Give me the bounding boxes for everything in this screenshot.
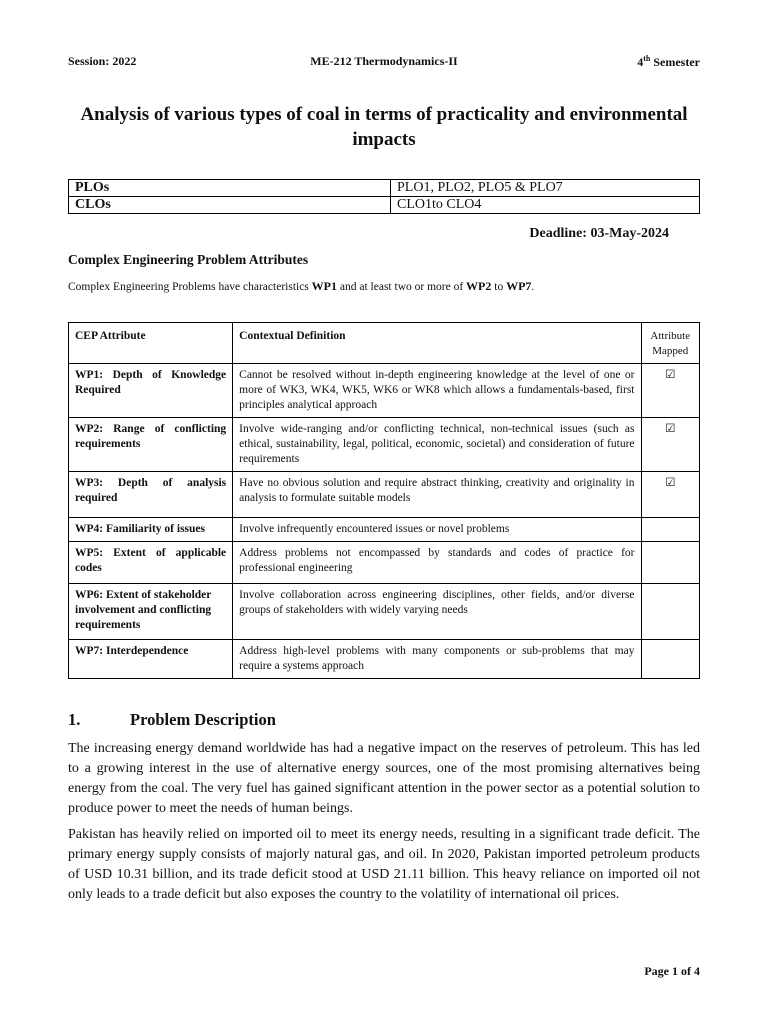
checkbox-icon: ☑ [641, 472, 700, 518]
header-session: Session: 2022 [68, 54, 137, 68]
section-title: Problem Description [130, 710, 276, 729]
table-header-row [69, 323, 700, 364]
table-row [69, 364, 700, 418]
cep-definition: Cannot be resolved without in-depth engineering knowledge at the level of one or more of WK3, WK4, WK5, WK6 or WK8 which allows a fundamentals-based, first principles analytical approach [233, 364, 641, 418]
outcomes-table [68, 179, 700, 214]
intro-text: and at least two or more of [337, 281, 467, 293]
cep-attribute: WP2: Range of conflicting requirements [69, 418, 233, 472]
section-number: 1. [68, 710, 81, 729]
outcome-value: PLO1, PLO2, PLO5 & PLO7 [391, 180, 700, 197]
column-header-definition: Contextual Definition [233, 323, 641, 364]
outcome-label: CLOs [69, 197, 391, 214]
paragraph: The increasing energy demand worldwide has had a negative impact on the reserves of petroleum. This has led to a growing interest in the use of alternative energy sources, one of the most promising alternatives being energy from the coal. The very fuel has gained significant attention in the power sector as a potential solution to produce power to meet the needs of human beings. [68, 741, 700, 816]
cep-attribute: WP4: Familiarity of issues [69, 518, 233, 542]
cep-attribute: WP1: Depth of Knowledge Required [69, 364, 233, 418]
table-row [69, 472, 700, 518]
section-heading [68, 710, 276, 730]
mapped-cell [641, 584, 700, 640]
table-row [69, 584, 700, 640]
cep-definition: Involve infrequently encountered issues or novel problems [233, 518, 641, 542]
cep-intro [68, 279, 534, 294]
document-title: Analysis of various types of coal in terms of practicality and environmental impacts [80, 104, 688, 150]
intro-text: Complex Engineering Problems have characteristics [68, 281, 312, 293]
intro-wp2: WP2 [466, 279, 492, 293]
cep-definition: Address problems not encompassed by standards and codes of practice for professional engineering [233, 542, 641, 584]
column-header-attribute: CEP Attribute [69, 323, 233, 364]
semester-suffix: th [643, 54, 651, 63]
deadline: Deadline: 03-May-2024 [529, 226, 669, 241]
mapped-cell [641, 542, 700, 584]
mapped-cell [641, 518, 700, 542]
cep-definition: Have no obvious solution and require abstract thinking, creativity and originality in analysis to formulate suitable models [233, 472, 641, 518]
cep-attribute: WP3: Depth of analysis required [69, 472, 233, 518]
table-row [69, 418, 700, 472]
cep-definition: Involve wide-ranging and/or conflicting technical, non-technical issues (such as ethical, sustainability, legal, political, economic, societal) and consideration of future requirements [233, 418, 641, 472]
header-course: ME-212 Thermodynamics-II [310, 54, 458, 68]
outcome-value: CLO1to CLO4 [391, 197, 700, 214]
table-row [69, 518, 700, 542]
cep-definition: Address high-level problems with many components or sub-problems that may require a systems approach [233, 640, 641, 679]
cep-definition: Involve collaboration across engineering disciplines, other fields, and/or diverse groups of stakeholders with widely varying needs [233, 584, 641, 640]
outcome-label: PLOs [69, 180, 391, 197]
table-row [69, 542, 700, 584]
header-semester [637, 54, 700, 70]
semester-word: Semester [650, 55, 700, 69]
cep-heading: Complex Engineering Problem Attributes [68, 252, 309, 267]
intro-wp7: WP7 [506, 279, 532, 293]
table-row [69, 640, 700, 679]
checkbox-icon: ☑ [641, 364, 700, 418]
page-number: Page 1 of 4 [644, 964, 700, 978]
cep-attribute: WP7: Interdependence [69, 640, 233, 679]
paragraph: Pakistan has heavily relied on imported oil to meet its energy needs, resulting in a significant trade deficit. The primary energy supply consists of majorly natural gas, and oil. In 2020, Pakistan imported petroleum products of USD 10.31 billion, and its trade deficit stood at USD 21.11 billion. This heavy reliance on imported oil not only leads to a trade deficit but also exposes the country to the volatility of international oil prices. [68, 827, 700, 902]
column-header-mapped: Attribute Mapped [641, 323, 700, 364]
table-row [69, 180, 700, 197]
table-row [69, 197, 700, 214]
mapped-cell [641, 640, 700, 679]
intro-text: . [531, 281, 535, 293]
checkbox-icon: ☑ [641, 418, 700, 472]
cep-table [68, 322, 700, 679]
intro-wp1: WP1 [311, 279, 338, 293]
semester-number: 4 [637, 55, 644, 69]
cep-attribute: WP5: Extent of applicable codes [69, 542, 233, 584]
intro-text: to [491, 281, 507, 293]
cep-attribute: WP6: Extent of stakeholder involvement and conflicting requirements [69, 584, 233, 640]
